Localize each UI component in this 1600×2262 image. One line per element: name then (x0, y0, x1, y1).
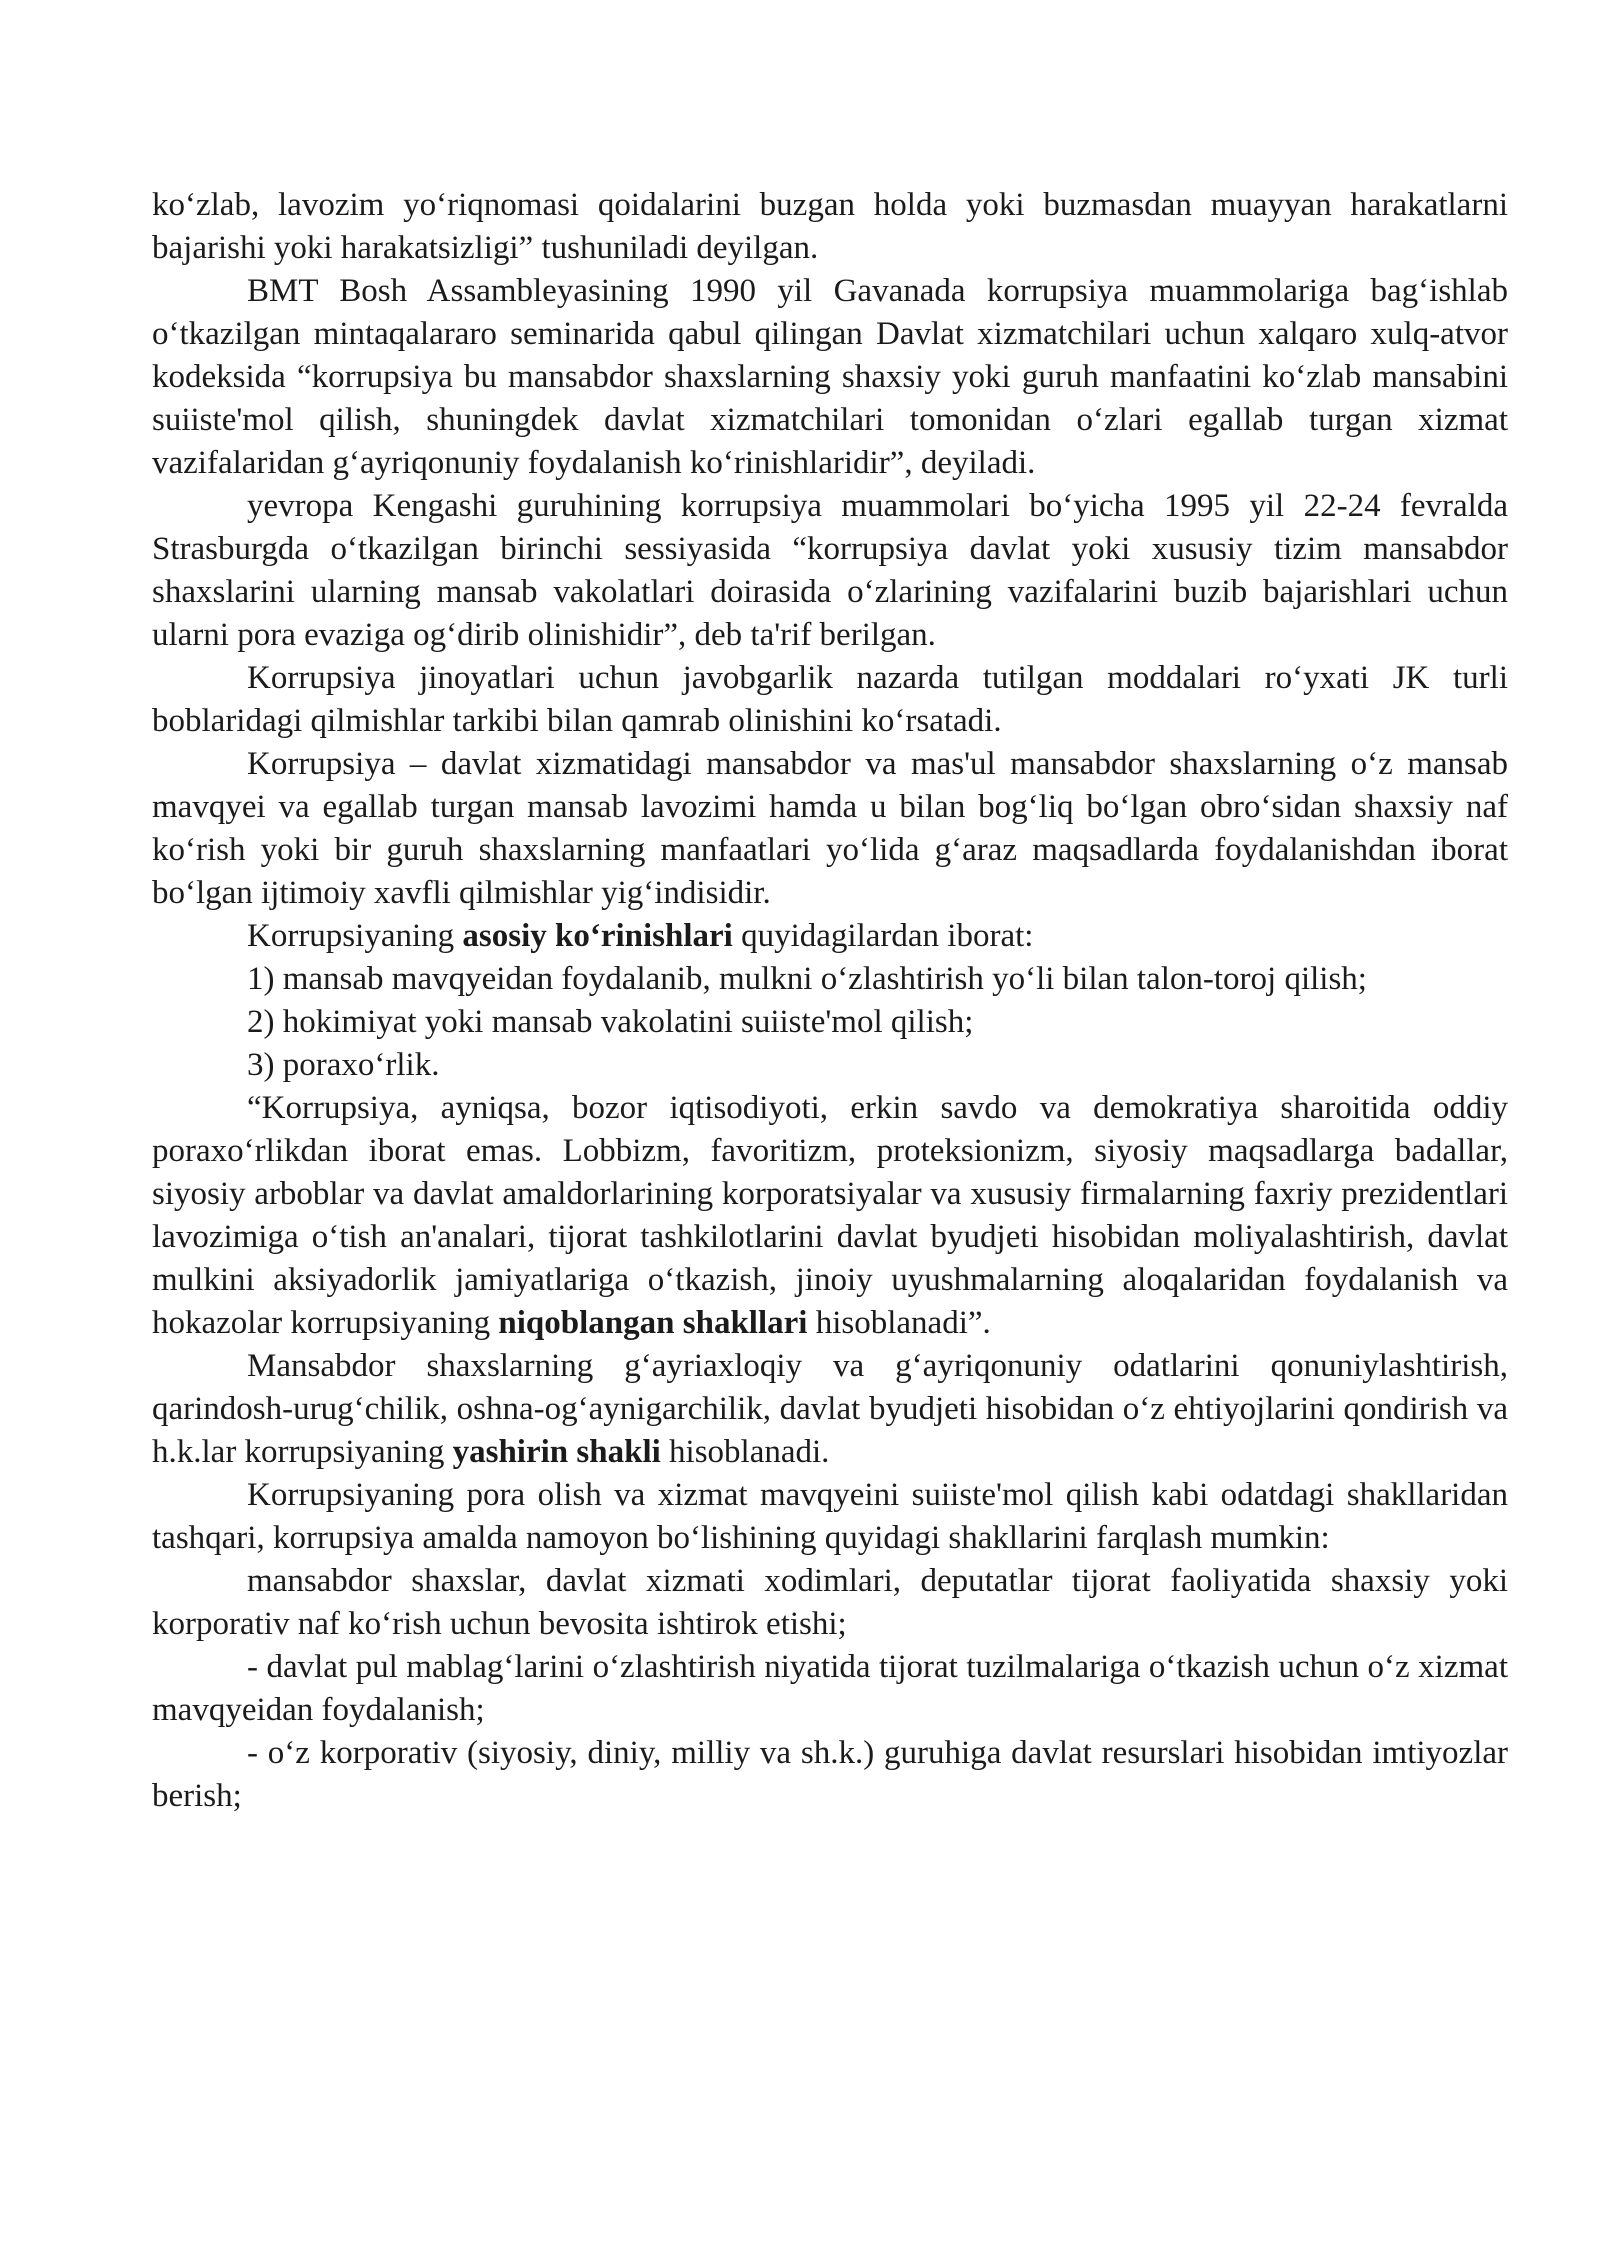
paragraph-text: ko‘zlab, lavozim yo‘riqnomasi qoidalarini buzgan holda yoki buzmasdan muayyan harakatlarni bajarishi yoki harakatsizligi” tushuniladi deyilgan. (152, 187, 1508, 266)
body-paragraph (152, 958, 1508, 1001)
body-paragraph (152, 1560, 1508, 1646)
body-paragraph (152, 485, 1508, 657)
body-paragraph (152, 1001, 1508, 1044)
paragraph-text: 1) mansab mavqyeidan foydalanib, mulkni o‘zlashtirish yo‘li bilan talon-toroj qilish; (247, 961, 1367, 997)
paragraph-text: hisoblanadi. (660, 1434, 830, 1470)
body-paragraph (152, 743, 1508, 915)
bold-term: yashirin shakli (452, 1434, 661, 1470)
body-paragraph (152, 1732, 1508, 1818)
body-paragraph (152, 1646, 1508, 1732)
paragraph-text: BMT Bosh Assambleyasining 1990 yil Gavanada korrupsiya muammolariga bag‘ishlab o‘tkazilgan mintaqalararo seminarida qabul qilingan Davlat xizmatchilari uchun xalqaro xulq-atvor kodeksida “korrupsiya bu mansabdor shaxslarning shaxsiy yoki guruh manfaatini ko‘zlab mansabini suiiste'mol qilish, shuningdek davlat xizmatchilari tomonidan o‘zlari egallab turgan xizmat vazifalaridan g‘ayriqonuniy foydalanish ko‘rinishlaridir”, deyiladi. (152, 273, 1508, 481)
body-paragraph (152, 1345, 1508, 1474)
body-paragraph (152, 1087, 1508, 1345)
paragraph-text: Korrupsiyaning pora olish va xizmat mavqyeini suiiste'mol qilish kabi odatdagi shakllaridan tashqari, korrupsiya amalda namoyon bo‘lishining quyidagi shakllarini farqlash mumkin: (152, 1477, 1508, 1556)
paragraph-text: - o‘z korporativ (siyosiy, diniy, milliy va sh.k.) guruhiga davlat resurslari hisobidan imtiyozlar berish; (152, 1735, 1508, 1814)
paragraph-text: Mansabdor shaxslarning g‘ayriaxloqiy va g‘ayriqonuniy odatlarini qonuniylashtirish, qarindosh-urug‘chilik, oshna-og‘aynigarchilik, davlat byudjeti hisobidan o‘z ehtiyojlarini qondirish va h.k.lar korrupsiyaning (152, 1348, 1508, 1470)
bold-term: asosiy ko‘rinishlari (462, 918, 733, 954)
paragraph-text: 3) poraxo‘rlik. (247, 1047, 440, 1083)
body-paragraph (152, 270, 1508, 485)
document-page (152, 184, 1508, 1818)
paragraph-text: hisoblanadi”. (807, 1305, 991, 1341)
body-paragraph (152, 657, 1508, 743)
paragraph-text: Korrupsiyaning (247, 918, 463, 954)
paragraph-text: yevropa Kengashi guruhining korrupsiya muammolari bo‘yicha 1995 yil 22-24 fevralda Strasburgda o‘tkazilgan birinchi sessiyasida “korrupsiya davlat yoki xususiy tizim mansabdor shaxslarini ularning mansab vakolatlari doirasida o‘zlarining vazifalarini buzib bajarishlari uchun ularni pora evaziga og‘dirib olinishidir”, deb ta'rif berilgan. (152, 488, 1508, 653)
paragraph-text: Korrupsiya jinoyatlari uchun javobgarlik nazarda tutilgan moddalari ro‘yxati JK turli boblaridagi qilmishlar tarkibi bilan qamrab olinishini ko‘rsatadi. (152, 660, 1508, 739)
body-paragraph (152, 1474, 1508, 1560)
bold-term: niqoblangan shakllari (498, 1305, 808, 1341)
paragraph-text: 2) hokimiyat yoki mansab vakolatini suiiste'mol qilish; (247, 1004, 974, 1040)
paragraph-text: “Korrupsiya, ayniqsa, bozor iqtisodiyoti, erkin savdo va demokratiya sharoitida oddiy poraxo‘rlikdan iborat emas. Lobbizm, favoritizm, proteksionizm, siyosiy maqsadlarga badallar, siyosiy arboblar va davlat amaldorlarining korporatsiyalar va xususiy firmalarning faxriy prezidentlari lavozimiga o‘tish an'analari, tijorat tashkilotlarini davlat byudjeti hisobidan moliyalashtirish, davlat mulkini aksiyadorlik jamiyatlariga o‘tkazish, jinoiy uyushmalarning aloqalaridan foydalanish va hokazolar korrupsiyaning (152, 1090, 1508, 1341)
paragraph-text: - davlat pul mablag‘larini o‘zlashtirish niyatida tijorat tuzilmalariga o‘tkazish uchun o‘z xizmat mavqyeidan foydalanish; (152, 1649, 1508, 1728)
paragraph-text: mansabdor shaxslar, davlat xizmati xodimlari, deputatlar tijorat faoliyatida shaxsiy yoki korporativ naf ko‘rish uchun bevosita ishtirok etishi; (152, 1563, 1508, 1642)
body-paragraph (152, 1044, 1508, 1087)
paragraph-text: quyidagilardan iborat: (732, 918, 1034, 954)
body-paragraph (152, 915, 1508, 958)
body-paragraph (152, 184, 1508, 270)
paragraph-text: Korrupsiya – davlat xizmatidagi mansabdor va mas'ul mansabdor shaxslarning o‘z mansab mavqyei va egallab turgan mansab lavozimi hamda u bilan bog‘liq bo‘lgan obro‘sidan shaxsiy naf ko‘rish yoki bir guruh shaxslarning manfaatlari yo‘lida g‘araz maqsadlarda foydalanishdan iborat bo‘lgan ijtimoiy xavfli qilmishlar yig‘indisidir. (152, 746, 1508, 911)
